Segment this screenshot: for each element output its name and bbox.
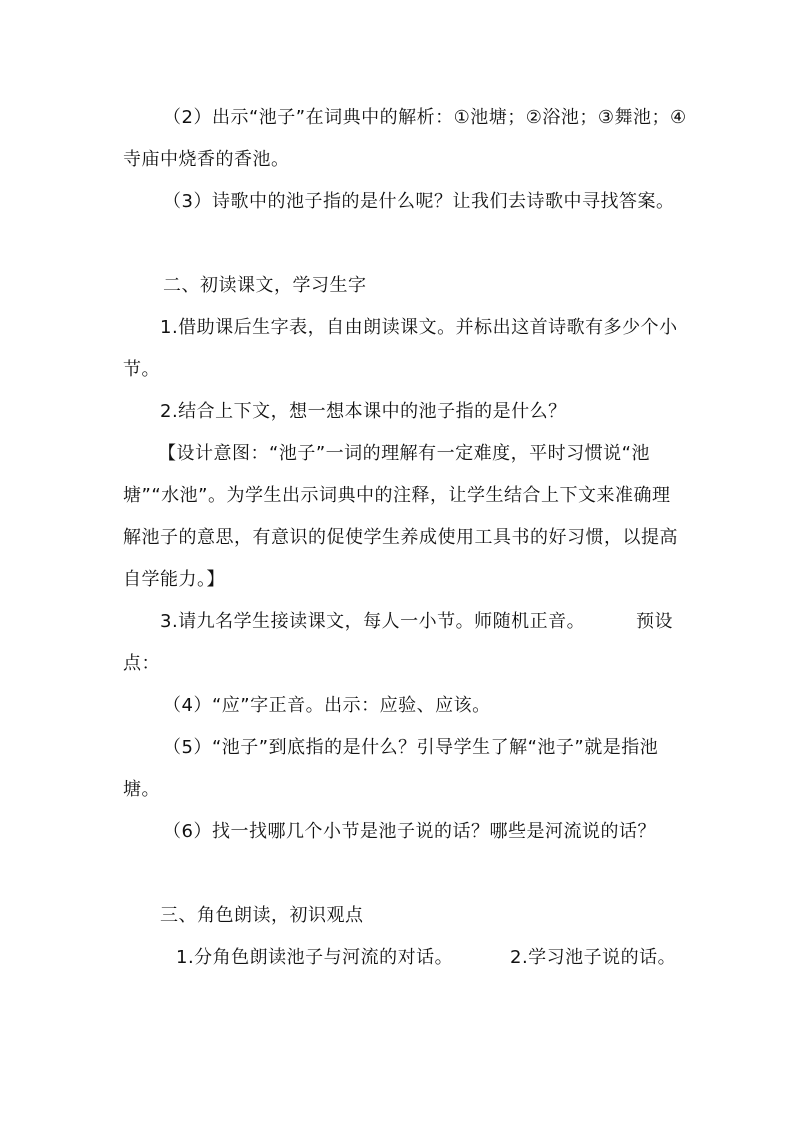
list-item-3: 3.请九名学生接读课文，每人一小节。师随机正音。: [160, 611, 586, 632]
design-intent-line3: 解池子的意思，有意识的促使学生养成使用工具书的好习惯，以提高: [123, 527, 678, 548]
list-item-3-preset: 预设: [636, 611, 673, 632]
design-intent-line1: 【设计意图：“池子”一词的理解有一定难度，平时习惯说“池: [158, 443, 650, 464]
sub-item-4: （4）“应”字正音。出示：应验、应该。: [163, 695, 491, 716]
paragraph-dictionary-line2: 寺庙中烧香的香池。: [123, 149, 290, 170]
list-item-1-line1: 1.借助课后生字表，自由朗读课文。并标出这首诗歌有多少个小: [160, 317, 678, 338]
role-reading-item-2: 2.学习池子说的话。: [510, 947, 677, 968]
paragraph-question: （3）诗歌中的池子指的是什么呢？让我们去诗歌中寻找答案。: [163, 191, 675, 212]
design-intent-line4: 自学能力。】: [123, 569, 225, 590]
section-2-heading: 二、初读课文，学习生字: [163, 275, 367, 296]
list-item-2: 2.结合上下文，想一想本课中的池子指的是什么？: [160, 401, 567, 422]
sub-item-5-line2: 塘。: [123, 779, 160, 800]
role-reading-item-1: 1.分角色朗读池子与河流的对话。: [176, 947, 454, 968]
sub-item-5-line1: （5）“池子”到底指的是什么？引导学生了解“池子”就是指池: [163, 737, 659, 758]
paragraph-dictionary-line1: （2）出示“池子”在词典中的解析：①池塘；②浴池；③舞池；④: [163, 107, 687, 128]
sub-item-6: （6）找一找哪几个小节是池子说的话？哪些是河流说的话？: [163, 821, 656, 842]
list-item-3-line2: 点：: [123, 653, 160, 674]
list-item-1-line2: 节。: [123, 359, 160, 380]
section-3-heading: 三、角色朗读，初识观点: [160, 905, 364, 926]
design-intent-line2: 塘”“水池”。为学生出示词典中的注释，让学生结合上下文来准确理: [123, 485, 671, 506]
